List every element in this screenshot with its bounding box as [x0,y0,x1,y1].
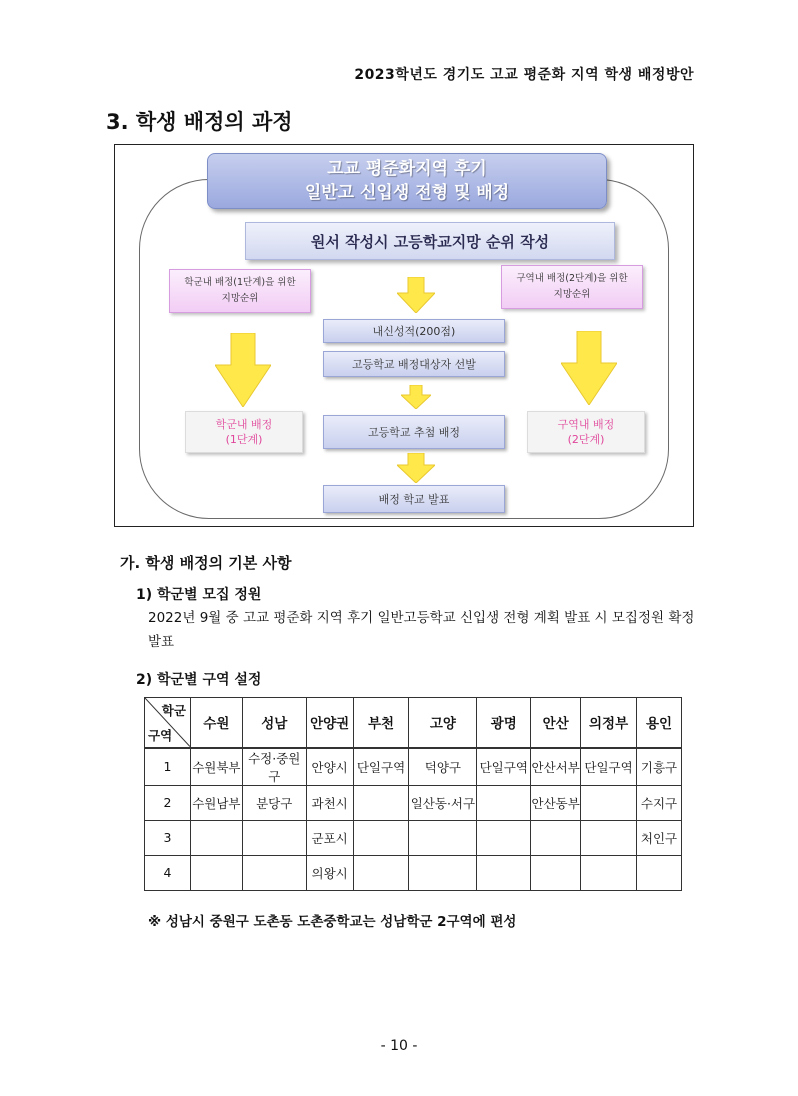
diagram-title-line1: 고교 평준화지역 후기 [327,159,487,179]
left-preference-line1: 학군내 배정(1단계)을 위한 [184,277,296,288]
table-cell [242,855,306,890]
table-cell: 일산동·서구 [409,785,477,820]
table-row [145,785,682,820]
page-number: - 10 - [380,1038,418,1054]
table-cell: 수원북부 [190,748,242,786]
zone-cell: 1 [145,748,191,786]
right-preference-line2: 지망순위 [553,289,591,300]
column-header: 성남 [242,698,306,748]
table-cell: 분당구 [242,785,306,820]
footnote: ※ 성남시 중원구 도촌동 도촌중학교는 성남학군 2구역에 편성 [148,914,517,930]
table-cell: 단일구역 [581,748,637,786]
table-corner-cell [145,698,191,748]
application-step-box: 원서 작성시 고등학교지망 순위 작성 [245,222,615,260]
table-header-row [145,698,682,748]
table-cell: 단일구역 [477,748,531,786]
table-cell [477,820,531,855]
diagram-title-line2: 일반고 신입생 전형 및 배정 [304,183,510,203]
table-cell [409,855,477,890]
right-result-line2: (2단계) [567,433,605,446]
table-cell [353,785,409,820]
selection-step-box: 고등학교 배정대상자 선발 [323,351,505,377]
right-result-line1: 구역내 배정 [557,418,615,431]
left-preference-line2: 지망순위 [221,293,259,304]
subsection-heading: 가. 학생 배정의 기본 사항 [120,554,292,572]
grade-step-box: 내신성적(200점) [323,319,505,343]
announcement-step-box: 배정 학교 발표 [323,485,505,513]
table-cell [477,855,531,890]
table-row [145,855,682,890]
table-cell: 수원남부 [190,785,242,820]
center-arrow-3-icon [397,453,435,483]
item2-heading: 2) 학군별 구역 설정 [136,672,262,688]
column-header: 안산 [531,698,581,748]
table-cell: 처인구 [637,820,682,855]
table-cell [531,820,581,855]
table-cell: 기흥구 [637,748,682,786]
right-result-box [527,411,645,453]
column-header: 용인 [637,698,682,748]
column-header: 광명 [477,698,531,748]
zone-cell: 2 [145,785,191,820]
table-cell [477,785,531,820]
column-header: 부천 [353,698,409,748]
zone-cell: 4 [145,855,191,890]
table-cell: 안양시 [306,748,353,786]
left-result-line2: (1단계) [225,433,263,446]
table-cell [190,855,242,890]
table-cell [581,785,637,820]
table-cell: 안산동부 [531,785,581,820]
left-down-arrow-icon [215,333,271,407]
corner-label-district: 학군 [161,703,186,718]
table-cell [353,820,409,855]
table-cell [531,855,581,890]
table-cell [242,820,306,855]
corner-label-zone: 구역 [148,727,173,743]
table-cell: 수정·중원구 [242,748,306,786]
right-preference-line1: 구역내 배정(2단계)을 위한 [516,273,628,284]
table-cell: 단일구역 [353,748,409,786]
left-result-line1: 학군내 배정 [215,418,273,431]
table-cell [637,855,682,890]
column-header: 의정부 [581,698,637,748]
table-cell: 과천시 [306,785,353,820]
table-cell [581,820,637,855]
left-preference-box [169,269,311,313]
zone-cell: 3 [145,820,191,855]
table-cell [353,855,409,890]
running-header: 2023학년도 경기도 고교 평준화 지역 학생 배정방안 [354,67,694,83]
right-preference-box [501,265,643,309]
table-cell: 수지구 [637,785,682,820]
column-header: 안양권 [306,698,353,748]
left-result-box [185,411,303,453]
lottery-step-box: 고등학교 추첨 배정 [323,415,505,449]
item1-body: 2022년 9월 중 고교 평준화 지역 후기 일반고등학교 신입생 전형 계획 발표 시 모집정원 확정 발표 [148,610,695,650]
process-diagram [114,144,694,527]
diagram-title-box [207,153,607,209]
column-header: 수원 [190,698,242,748]
table-row [145,820,682,855]
item1-heading: 1) 학군별 모집 정원 [136,587,262,603]
section-title: 3. 학생 배정의 과정 [106,110,293,134]
table-cell: 덕양구 [409,748,477,786]
table-cell [409,820,477,855]
table-cell: 의왕시 [306,855,353,890]
column-header: 고양 [409,698,477,748]
table-cell [581,855,637,890]
table-row [145,748,682,786]
right-down-arrow-icon [561,331,617,405]
table-cell: 군포시 [306,820,353,855]
center-arrow-1-icon [397,277,435,313]
table-cell: 안산서부 [531,748,581,786]
district-table [144,697,682,891]
center-arrow-2-icon [401,385,431,409]
table-cell [190,820,242,855]
